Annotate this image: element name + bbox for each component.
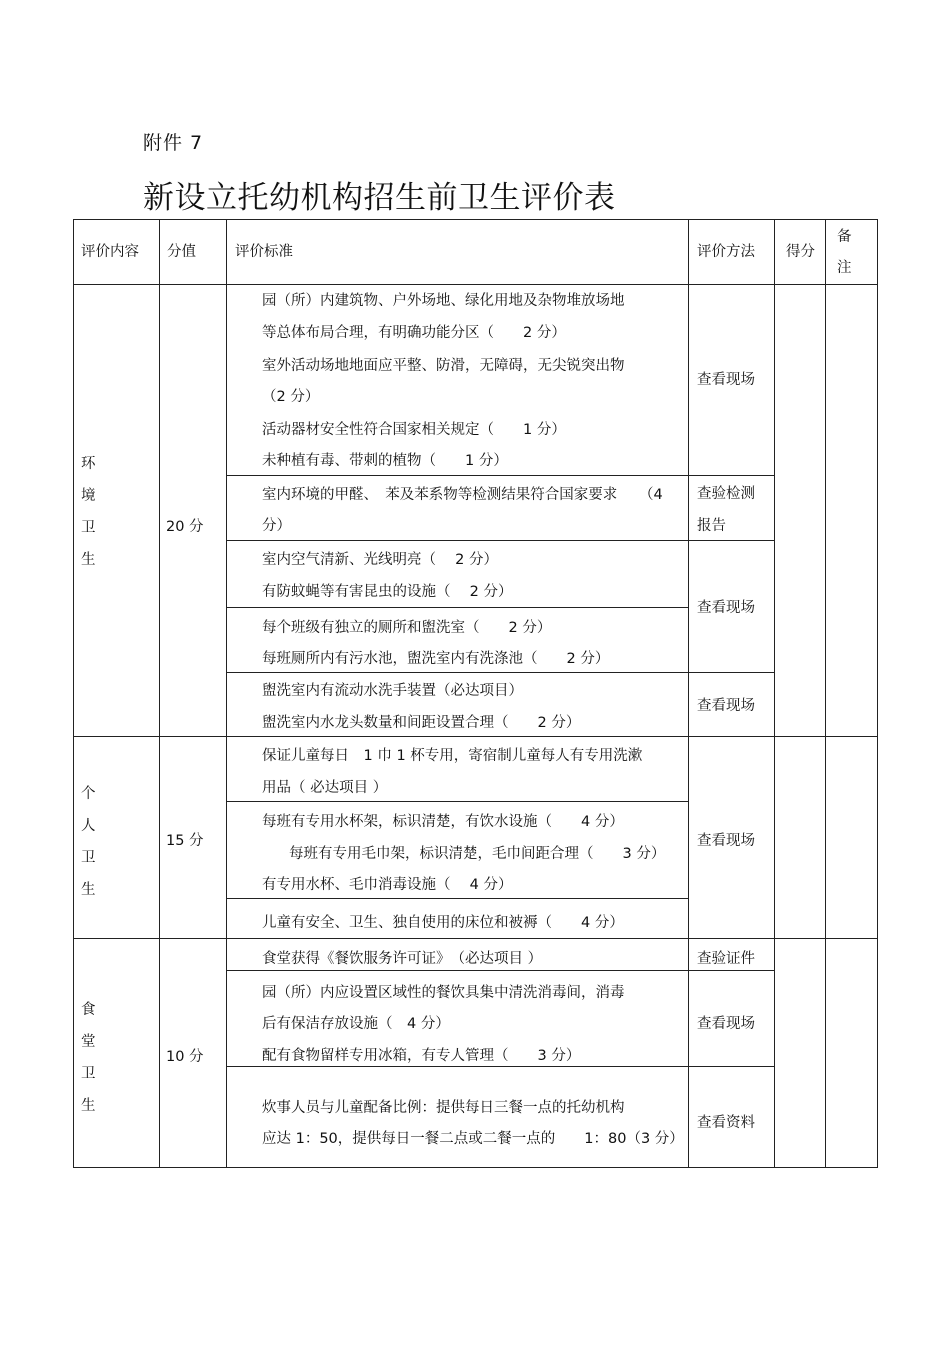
- header-score: 分值: [167, 244, 196, 260]
- standard-item: 每班有专用毛巾架，标识清楚，毛巾间距合理（ 3 分）: [289, 846, 666, 862]
- standard-item: 盥洗室内水龙头数量和间距设置合理（ 2 分）: [262, 715, 581, 731]
- col-divider: [774, 219, 775, 1168]
- standard-item: 炊事人员与儿童配备比例：提供每日三餐一点的托幼机构: [262, 1100, 625, 1116]
- standard-item: 室内环境的甲醛、 苯及苯系物等检测结果符合国家要求 （4: [262, 487, 663, 503]
- standard-item: 每班有专用水杯架，标识清楚，有饮水设施（ 4 分）: [262, 814, 624, 830]
- standard-item: 后有保洁存放设施（ 4 分）: [262, 1016, 450, 1032]
- method-cell: 查看资料: [697, 1115, 755, 1131]
- page-title: 新设立托幼机构招生前卫生评价表: [143, 180, 616, 216]
- row-divider: [226, 898, 688, 899]
- header-remark-1: 备: [837, 229, 852, 245]
- header-method: 评价方法: [697, 244, 755, 260]
- standard-item: 盥洗室内有流动水洗手装置（必达项目）: [262, 683, 523, 699]
- section-name-personal: 个人卫生: [81, 786, 96, 898]
- row-divider: [226, 607, 688, 608]
- section-divider: [73, 938, 878, 939]
- method-cell: 查看现场: [697, 372, 755, 388]
- section-score-canteen: 10 分: [166, 1049, 204, 1065]
- row-divider: [226, 970, 775, 971]
- table-border-right: [877, 219, 878, 1168]
- col-divider: [825, 219, 826, 1168]
- header-divider: [73, 284, 878, 285]
- header-got-score: 得分: [786, 244, 815, 260]
- header-remark-2: 注: [837, 260, 852, 276]
- standard-item: 每个班级有独立的厕所和盥洗室（ 2 分）: [262, 620, 552, 636]
- row-divider: [226, 672, 775, 673]
- method-cell: 报告: [697, 518, 726, 534]
- standard-item: 应达 1：50，提供每日一餐二点或二餐一点的 1：80（3 分）: [262, 1131, 684, 1147]
- row-divider: [226, 1066, 775, 1067]
- method-cell: 查看现场: [697, 833, 755, 849]
- standard-item: 园（所）内建筑物、户外场地、绿化用地及杂物堆放场地: [262, 293, 625, 309]
- attachment-label: 附件 7: [143, 132, 204, 154]
- col-divider: [159, 219, 160, 1168]
- col-divider: [688, 219, 689, 1168]
- standard-item: 园（所）内应设置区域性的餐饮具集中清洗消毒间，消毒: [262, 985, 625, 1001]
- standard-item: 未种植有毒、带刺的植物（ 1 分）: [262, 453, 508, 469]
- header-standard: 评价标准: [235, 244, 293, 260]
- table-border-bottom: [73, 1167, 878, 1168]
- standard-item: 配有食物留样专用冰箱，有专人管理（ 3 分）: [262, 1048, 581, 1064]
- header-content: 评价内容: [81, 244, 139, 260]
- row-divider: [226, 475, 775, 476]
- standard-item: 食堂获得《餐饮服务许可证》 （必达项目 ）: [262, 951, 543, 967]
- section-name-env: 环境卫生: [81, 456, 96, 568]
- standard-item: 用品（ 必达项目 ）: [262, 780, 388, 796]
- table-border-left: [73, 219, 74, 1168]
- table-border-top: [73, 219, 878, 220]
- method-cell: 查验检测: [697, 486, 755, 502]
- section-score-personal: 15 分: [166, 833, 204, 849]
- col-divider: [226, 219, 227, 1168]
- standard-item: 室内空气清新、光线明亮（ 2 分）: [262, 552, 498, 568]
- method-cell: 查看现场: [697, 1016, 755, 1032]
- standard-item: 活动器材安全性符合国家相关规定（ 1 分）: [262, 422, 566, 438]
- standard-item: 有专用水杯、毛巾消毒设施（ 4 分）: [262, 877, 513, 893]
- standard-item: （2 分）: [262, 389, 320, 405]
- section-score-env: 20 分: [166, 519, 204, 535]
- method-cell: 查验证件: [697, 951, 755, 967]
- row-divider: [226, 540, 775, 541]
- section-name-canteen: 食堂卫生: [81, 1002, 96, 1114]
- method-cell: 查看现场: [697, 698, 755, 714]
- standard-item: 保证儿童每日 1 巾 1 杯专用，寄宿制儿童每人有专用洗漱: [262, 748, 643, 764]
- standard-item: 等总体布局合理，有明确功能分区（ 2 分）: [262, 325, 566, 341]
- standard-item: 分）: [262, 518, 291, 534]
- standard-item: 室外活动场地地面应平整、防滑，无障碍，无尖锐突出物: [262, 358, 625, 374]
- standard-item: 有防蚊蝇等有害昆虫的设施（ 2 分）: [262, 584, 513, 600]
- standard-item: 每班厕所内有污水池，盥洗室内有洗涤池（ 2 分）: [262, 651, 610, 667]
- row-divider: [226, 801, 688, 802]
- standard-item: 儿童有安全、卫生、独自使用的床位和被褥（ 4 分）: [262, 915, 624, 931]
- method-cell: 查看现场: [697, 600, 755, 616]
- section-divider: [73, 736, 878, 737]
